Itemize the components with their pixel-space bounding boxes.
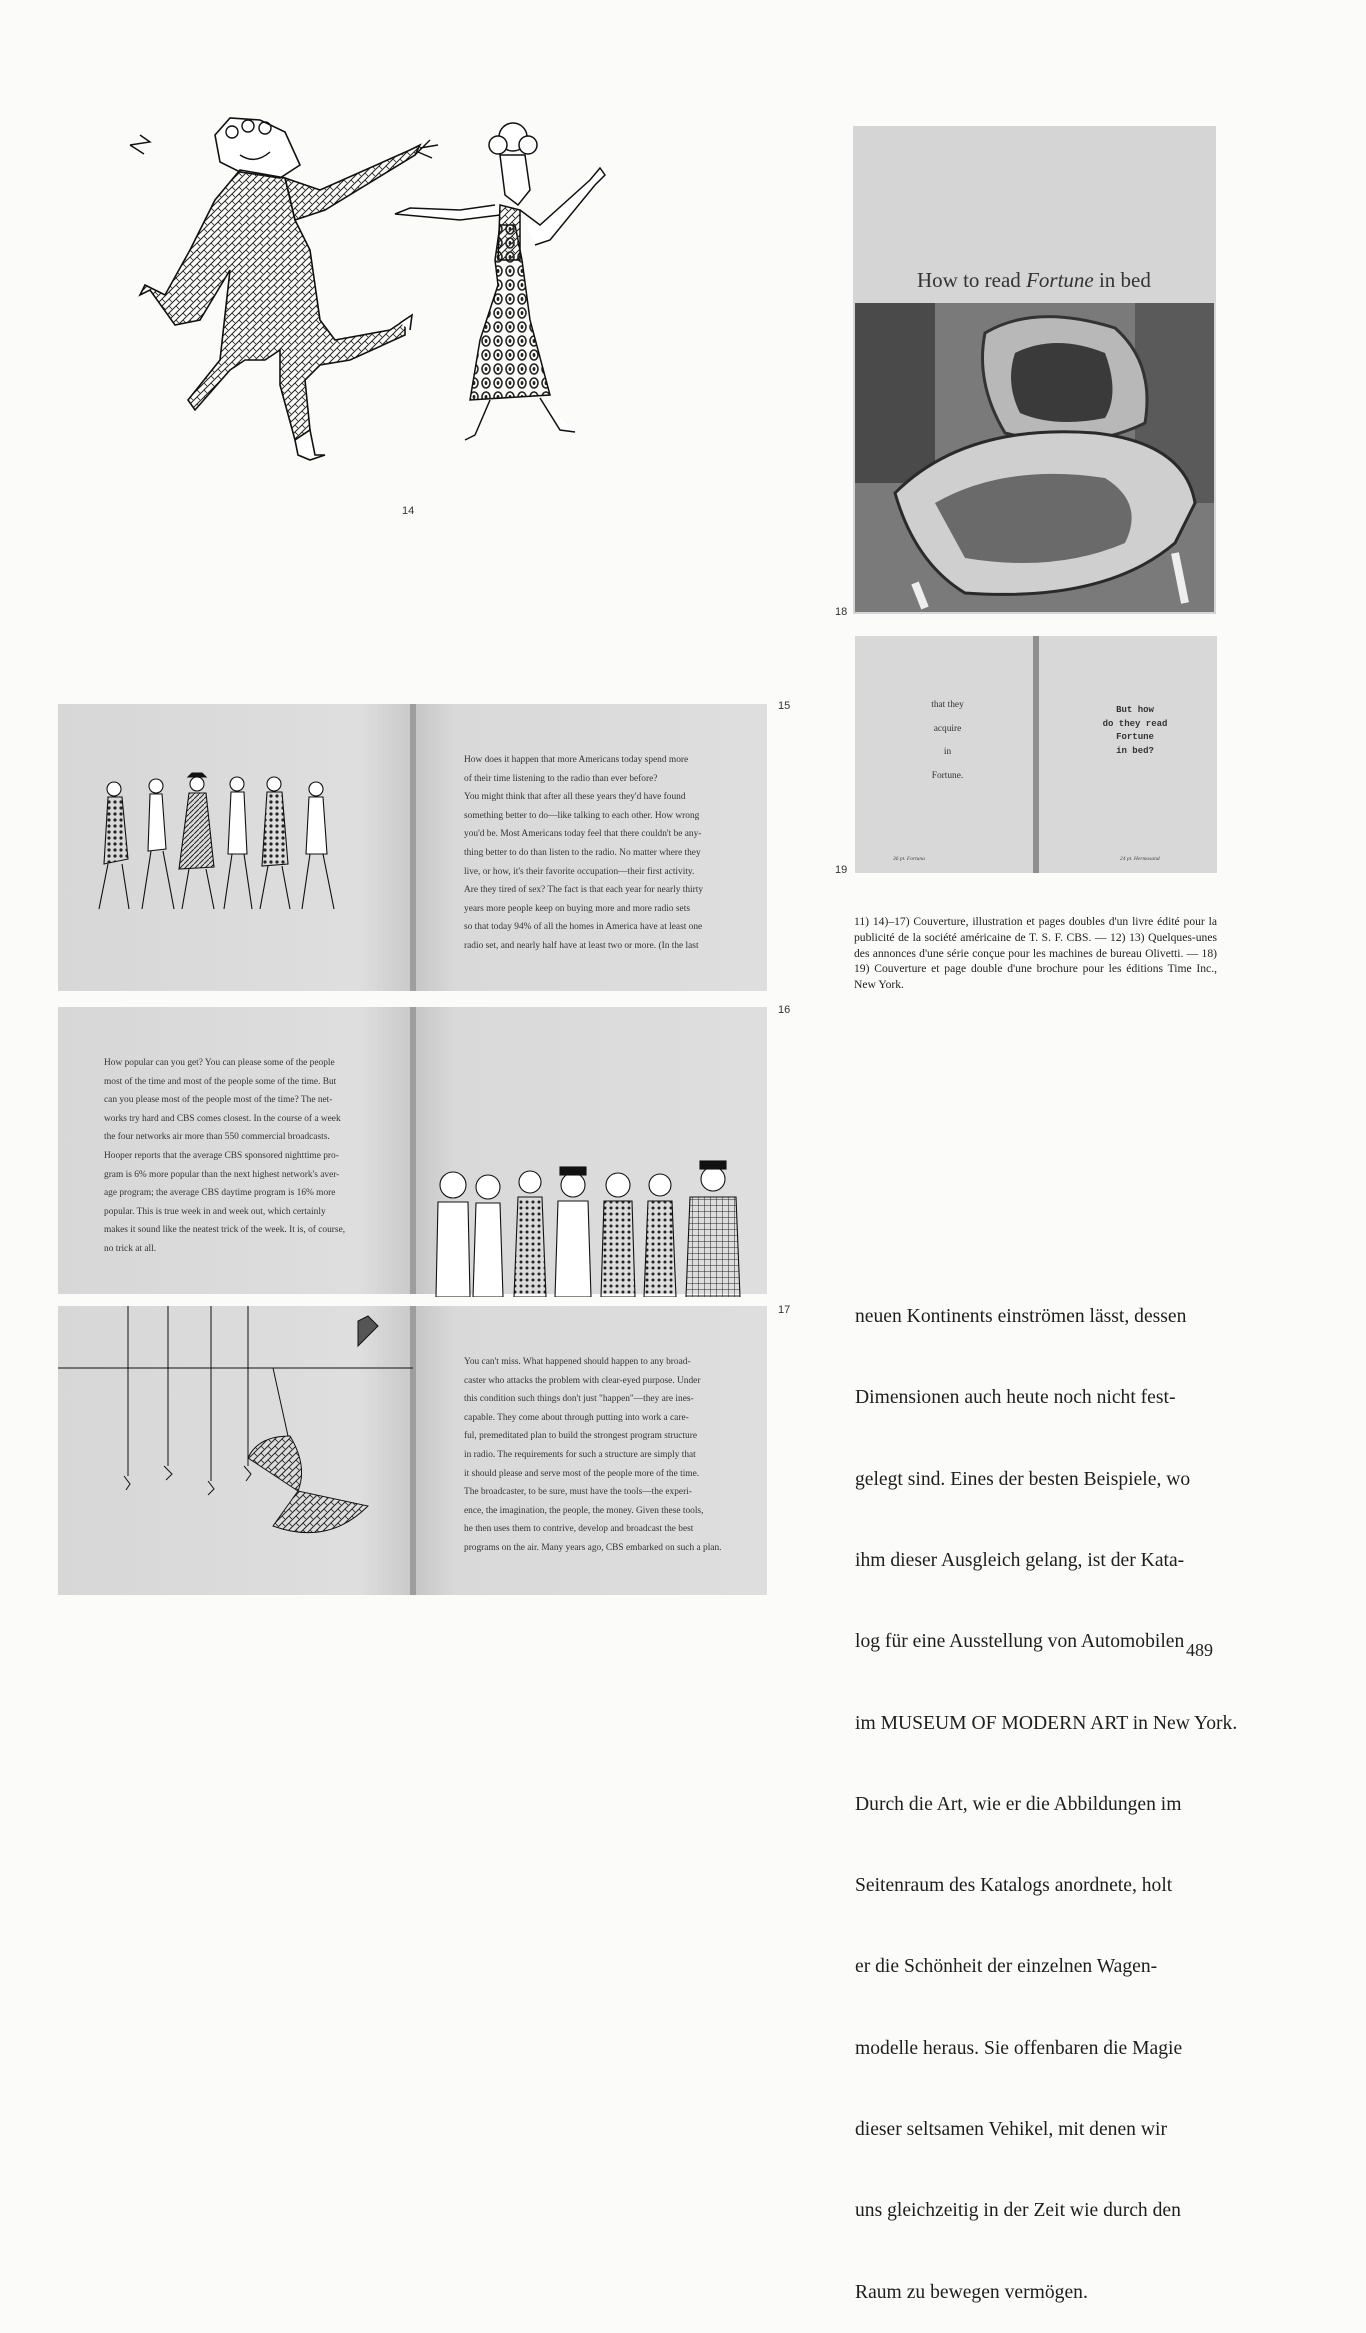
ornate-bed-image xyxy=(855,303,1214,612)
text-line: Raum zu bewegen vermögen. xyxy=(855,2281,1088,2303)
figure-18-number: 18 xyxy=(835,606,848,618)
figure-14-number: 14 xyxy=(402,505,415,517)
figure-19-gutter xyxy=(1033,636,1039,873)
figure-19-brochure-spread xyxy=(855,636,1217,873)
figure-15-number: 15 xyxy=(778,700,791,712)
figure-caption: 11) 14)–17) Couverture, illustration et pages doubles d'un livre édité pour la publicité de la société américaine de T. S. F. CBS. — 12) 13) Quelques-unes des annonces d'une série conçue pour les machines de bureau Olivetti. — 18) 19) Couverture et page double d'une brochure pour les éditions Time Inc., New York. xyxy=(854,915,1217,992)
figure-18-title-em: Fortune xyxy=(1026,268,1094,292)
figure-19-left-footer: 36 pt. Fortuna xyxy=(893,856,925,862)
figure-19-number: 19 xyxy=(835,864,848,876)
figure-16-gutter xyxy=(410,1007,416,1294)
figure-19-right-line: in bed? xyxy=(1116,745,1154,756)
text-line: log für eine Ausstellung von Automobilen xyxy=(855,1631,1185,1653)
figure-19-right-line: But how xyxy=(1116,705,1154,715)
text-line: Seitenraum des Katalogs anordnete, holt xyxy=(855,1875,1173,1897)
figure-18-title xyxy=(917,268,1151,293)
figure-19-left-line: in xyxy=(943,747,952,757)
figure-19-left-text xyxy=(885,694,1010,788)
text-line: Durch die Art, wie er die Abbildungen im xyxy=(855,1793,1182,1815)
text-line: er die Schönheit der einzelnen Wagen- xyxy=(855,1956,1158,1978)
figure-15-spread xyxy=(58,704,767,991)
text-line: gelegt sind. Eines der besten Beispiele, wo xyxy=(855,1468,1191,1490)
figure-19-right-text xyxy=(1080,704,1190,758)
crowd-drawing xyxy=(428,1157,758,1297)
figure-18-title-pre: How to read xyxy=(917,268,1027,292)
figure-19-right-line: do they read xyxy=(1102,718,1168,729)
text-line: ihm dieser Ausgleich gelang, ist der Kata- xyxy=(855,1550,1185,1572)
figure-16-number: 16 xyxy=(778,1004,791,1016)
figure-15-text: How does it happen that more Americans today spend more of their time listening to the radio than ever before? You might think that after all these years they'd have found something better to do—like talking to each other. How wrong you'd be. Most Americans today feel that there couldn't be any- thing better to do than listen to the radio. No matter where they live, or how, it's their favorite occupation—their first activity. Are they tired of sex? The fact is that each year for nearly thirty years more people keep on buying more and more radio sets so that today 94% of all the homes in America have at least one radio set, and nearly half have at least two or more. (In the last xyxy=(464,755,704,951)
figure-18-title-post: in bed xyxy=(1093,268,1151,292)
page-number: 489 xyxy=(1186,1640,1213,1660)
walking-people-drawing xyxy=(94,769,344,934)
figure-17-spread xyxy=(58,1306,767,1595)
figure-16-text: How popular can you get? You can please some of the people most of the time and most of the people some of the time. But can you please most of the people most of the time? The net- works try hard and CBS comes closest. In the course of a week the four networks air more than 550 commercial broadcasts. Hooper reports that the average CBS sponsored nighttime pro- gram is 6% more popular than the next highest network's aver- age program; the average CBS daytime program is 16% more popular. This is true week in and week out, which certainly makes it sound like the neatest trick of the week. It is, of course, no trick at all. xyxy=(104,1058,346,1254)
figure-17-text: You can't miss. What happened should happen to any broad- caster who attacks the problem with clear-eyed purpose. Under this condition such things don't just "happen"—they are ines- capable. They come about through putting into work a care- ful, premeditated plan to build the strongest program structure in radio. The requirements for such a structure are simply that it should please and serve most of the people more of the time. The broadcaster, to be sure, must have the tools—the experi- ence, the imagination, the people, the money. Given these tools, he then uses them to contrive, develop and broadcast the best programs on the air. Many years ago, CBS embarked on such a plan. xyxy=(464,1357,722,1553)
figure-14-illustration xyxy=(120,110,690,517)
dancing-couple-drawing xyxy=(120,110,690,505)
figure-17-number: 17 xyxy=(778,1304,791,1316)
main-body-text xyxy=(855,1249,1238,2333)
figure-18-bed-photo xyxy=(853,126,1216,614)
text-line: im MUSEUM OF MODERN ART in New York. xyxy=(855,1712,1238,1734)
text-line: modelle heraus. Sie offenbaren die Magie xyxy=(855,2037,1183,2059)
text-line: neuen Kontinents einströmen lässt, dessen xyxy=(855,1306,1187,1328)
figure-19-left-line: Fortune. xyxy=(931,770,964,781)
text-line: dieser seltsamen Vehikel, mit denen wir xyxy=(855,2119,1167,2140)
figure-19-right-footer: 24 pt. Hermosand xyxy=(1120,856,1160,862)
text-line: Dimensionen auch heute noch nicht fest- xyxy=(855,1387,1176,1409)
figure-19-left-line: that they xyxy=(931,700,964,710)
figure-16-spread xyxy=(58,1007,767,1294)
figure-15-gutter xyxy=(410,704,416,991)
fishing-lines-drawing xyxy=(58,1306,413,1595)
text-line: uns gleichzeitig in der Zeit wie durch den xyxy=(855,2200,1181,2222)
figure-19-right-line: Fortune xyxy=(1116,732,1154,742)
figure-19-left-line: acquire xyxy=(933,723,962,734)
